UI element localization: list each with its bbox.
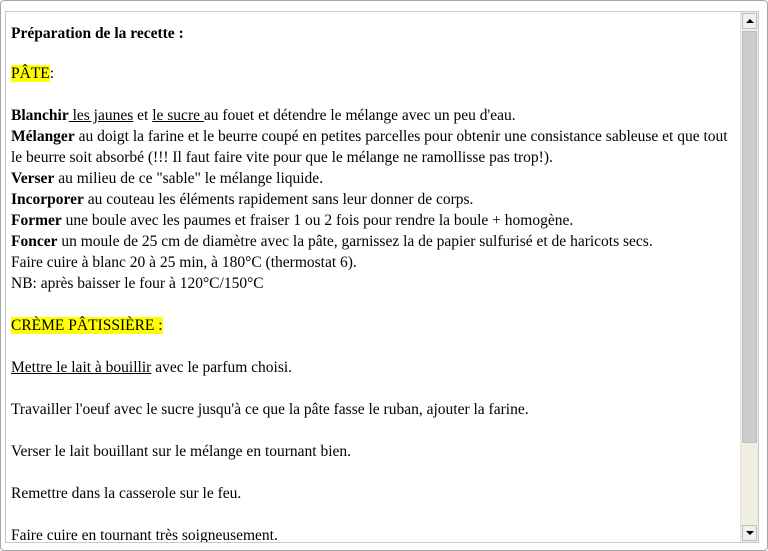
scrollbar-thumb[interactable] [742, 31, 757, 443]
step-text: avec le parfum choisi. [151, 359, 293, 376]
creme-label: CRÈME PÂTISSIÈRE : [11, 317, 163, 334]
pate-step-incorporer [11, 189, 736, 210]
step-text: un moule de 25 cm de diamètre avec la pâte, garnissez la de papier sulfurisé et de haricots secs. [57, 233, 653, 250]
pate-section-heading [11, 63, 736, 84]
step-text: au couteau les éléments rapidement sans leur donner de corps. [83, 191, 474, 208]
pate-step-verser [11, 168, 736, 189]
creme-step-5: Faire cuire en tournant très soigneusement. [11, 527, 278, 542]
step-text: au milieu de ce "sable" le mélange liquide. [54, 170, 324, 187]
step-verb: Foncer [11, 233, 58, 250]
creme-section-heading [11, 315, 736, 336]
recipe-content [11, 12, 736, 542]
arrow-down-icon [746, 531, 754, 535]
vertical-scrollbar[interactable] [740, 12, 758, 542]
creme-step-4: Remettre dans la casserole sur le feu. [11, 485, 242, 502]
step-text: et [133, 107, 153, 124]
scroll-up-button[interactable] [742, 13, 757, 29]
step-text: au fouet et détendre le mélange avec un peu d'eau. [203, 107, 516, 124]
creme-step-2: Travailler l'oeuf avec le sucre jusqu'à ce que la pâte fasse le ruban, ajouter la farine. [11, 401, 529, 418]
ingredient-jaunes: les jaunes [68, 107, 134, 124]
recipe-text-frame [5, 11, 759, 543]
step-verb: Blanchir [11, 107, 69, 124]
pate-step-cuisson: Faire cuire à blanc 20 à 25 min, à 180°C (thermostat 6). [11, 254, 357, 271]
step-verb: Former [11, 212, 62, 229]
step-verb: Incorporer [11, 191, 84, 208]
pate-step-blanchir [11, 105, 736, 126]
scroll-down-button[interactable] [742, 525, 757, 541]
step-text: une boule avec les paumes et fraiser 1 ou 2 fois pour rendre la boule + homogène. [61, 212, 574, 229]
pate-note: NB: après baisser le four à 120°C/150°C [11, 275, 264, 292]
ingredient-sucre: le sucre [152, 107, 204, 124]
step-underlined: Mettre le lait à bouillir [11, 359, 152, 376]
pate-step-melanger [11, 126, 736, 168]
step-verb: Verser [11, 170, 55, 187]
step-text: au doigt la farine et le beurre coupé en petites parcelles pour obtenir une consistance sableuse et que tout le beurre soit absorbé (!!! Il faut faire vite pour que le mélange ne ramollisse pas trop!). [11, 128, 728, 166]
recipe-title: Préparation de la recette : [11, 25, 184, 42]
arrow-up-icon [746, 19, 754, 23]
pate-step-former [11, 210, 736, 231]
pate-label: PÂTE [11, 65, 50, 82]
creme-step-1 [11, 357, 736, 378]
step-verb: Mélanger [11, 128, 75, 145]
pate-colon: : [49, 65, 55, 82]
pate-step-foncer [11, 231, 736, 252]
creme-step-3: Verser le lait bouillant sur le mélange en tournant bien. [11, 443, 352, 460]
